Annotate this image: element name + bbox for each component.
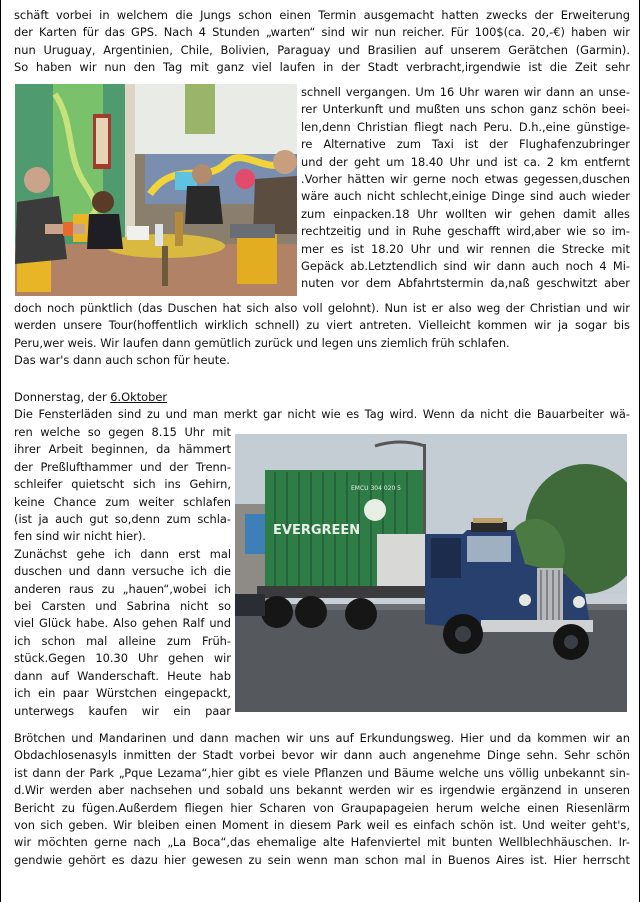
text-line: Zunächst gehe ich dann erst mal [14, 546, 231, 561]
text-line: So haben wir nun den Tag mit ganz viel laufen in der Stadt verbracht,irgendwie ist die Zeit sehr [14, 60, 630, 75]
text-line: ich ein paar Würstchen eingepackt, [14, 686, 231, 701]
cafe-photo [15, 84, 297, 296]
text-line: gendwie gehört es dazu hier gewesen zu sein wenn man schon mal in Buenos Aires ist. Hier herrscht [14, 852, 630, 867]
text-line: und der geht um 18.40 Uhr und ist ca. 2 km entfernt [301, 154, 630, 169]
text-line: der Preßlufthammer und der Trenn- [14, 459, 231, 474]
day-heading [14, 389, 630, 406]
text-line: Die Fensterläden sind zu und man merkt gar nicht wie es Tag wird. Wenn da nicht die Bauarbeiter wä- [14, 407, 630, 421]
text-line: von sich geben. Wir bleiben einen Moment in diesem Park weil es einfach schön ist. Und weiter geht's, [14, 818, 630, 833]
text-line: ich schon mal alleine zum Früh- [14, 633, 231, 648]
text-line: doch noch pünktlich (das Duschen hat sich also voll gelohnt). Nun ist er also weg der Christian und wir [14, 301, 630, 315]
text-line: ihrer Arbeit beginnen, da hämmert [14, 442, 231, 457]
wrap-paragraph-2 [14, 424, 231, 720]
text-line: len,denn Christian fliegt nach Peru. D.h.,eine günstige- [301, 119, 630, 134]
text-line: keine Chance zum weiter schlafen [14, 494, 231, 509]
text-line: (ist ja auch gut so,denn zum schla- [14, 512, 231, 527]
truck-photo [235, 434, 627, 712]
continuation-paragraph [14, 300, 630, 370]
wrap-paragraph-1 [301, 84, 630, 293]
text-line: re Alternative zum Taxi ist der Flughafenzubringer [301, 137, 630, 152]
container-logo-text: EVERGREEN [273, 523, 361, 538]
text-line: bei Carsten und Sabrina nicht so [14, 599, 231, 614]
text-line: rer Unterkunft und mußten uns schon ganz schön beei- [301, 102, 630, 117]
text-line: dann auf Wanderschaft. Heute hab [14, 668, 231, 683]
text-line: schäft vorbei in welchem die Jungs schon einen Termin ausgemacht hatten zwecks der Erweiterung [14, 8, 630, 22]
intro-paragraph [14, 7, 630, 77]
text-line: duschen und dann versuche ich die [14, 564, 231, 579]
text-line: wir möchten gerne nach „La Boca“,das ehemalige alte Hafenviertel mit bunten Wellblechhäuschen. Ir- [14, 835, 630, 850]
text-line: ren welche so gegen 8.15 Uhr mit [14, 425, 231, 439]
text-line: viel Glück habe. Also gehen Ralf und [14, 616, 231, 631]
text-line: der Karten für das GPS. Nach 4 Stunden „warten“ sind wir nun reicher. Für 100$(ca. 20,-€) haben wir [14, 25, 630, 40]
text-line: schleifer quietscht sich ins Gehirn, [14, 477, 231, 492]
text-line: anderen raus zu „hauen“,wobei ich [14, 581, 231, 596]
text-line: Gepäck ab.Letztendlich sind wir dann auch noch 4 Mi- [301, 259, 630, 274]
text-line: unterwegs kaufen wir ein paar [14, 703, 231, 718]
text-line: wäre auch nicht schlecht,einige Dinge sind auch wieder [301, 189, 630, 204]
text-line: schnell vergangen. Um 16 Uhr waren wir dann an unse- [301, 85, 630, 99]
text-line: Bericht zu fügen.Außerdem fliegen hier Scharen von Graupapageien herum welche einen Riesenlärm [14, 800, 630, 815]
text-line: stück.Gegen 10.30 Uhr gehen wir [14, 651, 231, 666]
text-line: Peru,wer weis. Wir laufen dann gemütlich zurück und legen uns ziemlich früh schlafen. [14, 335, 510, 350]
text-line: nun Uruguay, Argentinien, Chile, Bolivien, Paraguay und Brasilien auf unserem Gerätchen (Garmin). [14, 42, 630, 57]
text-line: werden unsere Tour(hoffentlich wirklich schnell) zu viert antreten. Vielleicht kommen wir ja sogar bis [14, 318, 630, 333]
container-code-text: EMCU 304 020 5 [351, 485, 401, 492]
text-line: Brötchen und Mandarinen und dann machen wir uns auf Erkundungsweg. Hier und da kommen wir an [14, 731, 630, 745]
heading-date: 6.Oktober [110, 390, 168, 404]
text-line: rechtzeitig und in Ruhe geschafft wird,aber wie so im- [301, 224, 630, 239]
text-line: nuten vor dem Abfahrtstermin da,naß geschwitzt aber [301, 276, 630, 291]
text-line: ist dann der Park „Pque Lezama“,hier gibt es viele Pflanzen und Bäume welche uns völlig unbekannt sin- [14, 765, 630, 780]
day-paragraph-start [14, 406, 630, 423]
text-line: Obdachlosenasyls inmitten der Stadt vorbei bevor wir dann auch angenehme Dinge sehn. Sehr schön [14, 748, 630, 763]
text-line: mer es ist 18.20 Uhr und wir rennen die Strecke mit [301, 241, 630, 256]
text-line: d.Wir werden aber nachsehen und sobald uns bekannt werden wir es irgendwie ergänzend in unseren [14, 783, 630, 798]
text-line: fen sind wir nicht hier). [14, 529, 146, 544]
closing-line: Das war's dann auch schon für heute. [14, 353, 230, 368]
heading-prefix: Donnerstag, der [14, 390, 111, 404]
text-line: zum einpacken.18 Uhr wollten wir gehen damit alles [301, 206, 630, 221]
final-paragraph [14, 730, 630, 869]
text-line: .Vorher hätten wir gerne noch etwas gegessen,duschen [301, 172, 630, 187]
